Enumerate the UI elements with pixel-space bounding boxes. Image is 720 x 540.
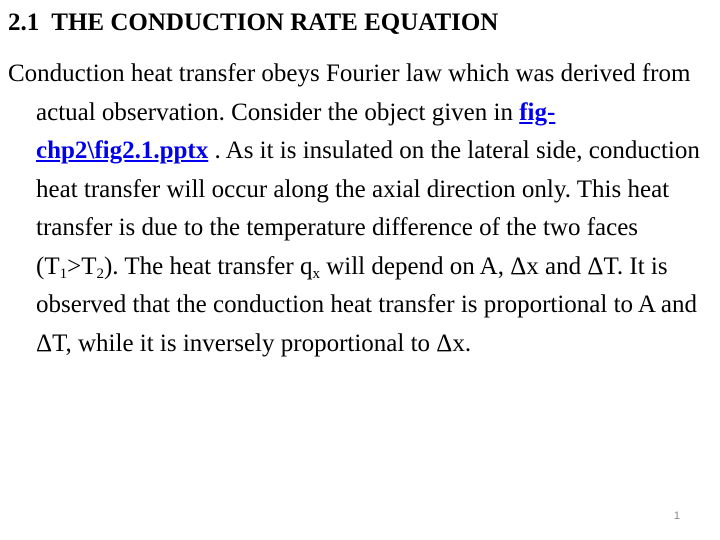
paragraph-text-2: . As it is insulated on the lateral side, conduction heat transfer will occur along the axial direction only. This heat transfer is due to the temperature difference of the two faces (T [36, 137, 700, 280]
paragraph-text-4: ). The heat transfer q [103, 252, 313, 280]
paragraph-text-3: >T [67, 252, 97, 280]
figure-link[interactable]: fig-chp2\fig2.1.pptx [36, 98, 556, 164]
slide-title: 2.1 THE CONDUCTION RATE EQUATION [8, 9, 499, 36]
subscript-2: 2 [96, 265, 104, 282]
paragraph-text-5: will depend on A, Δx and ΔT. It is observed that the conduction heat transfer is proportional to A and ΔT, while it is inversely proportional to Δx. [36, 252, 697, 357]
subscript-1: 1 [59, 265, 68, 282]
page-number: 1 [673, 510, 680, 522]
subscript-x: x [312, 265, 320, 282]
body-paragraph [8, 55, 716, 363]
paragraph-text-1: Conduction heat transfer obeys Fourier law which was derived from actual observation. Consider the object given in [8, 60, 691, 126]
